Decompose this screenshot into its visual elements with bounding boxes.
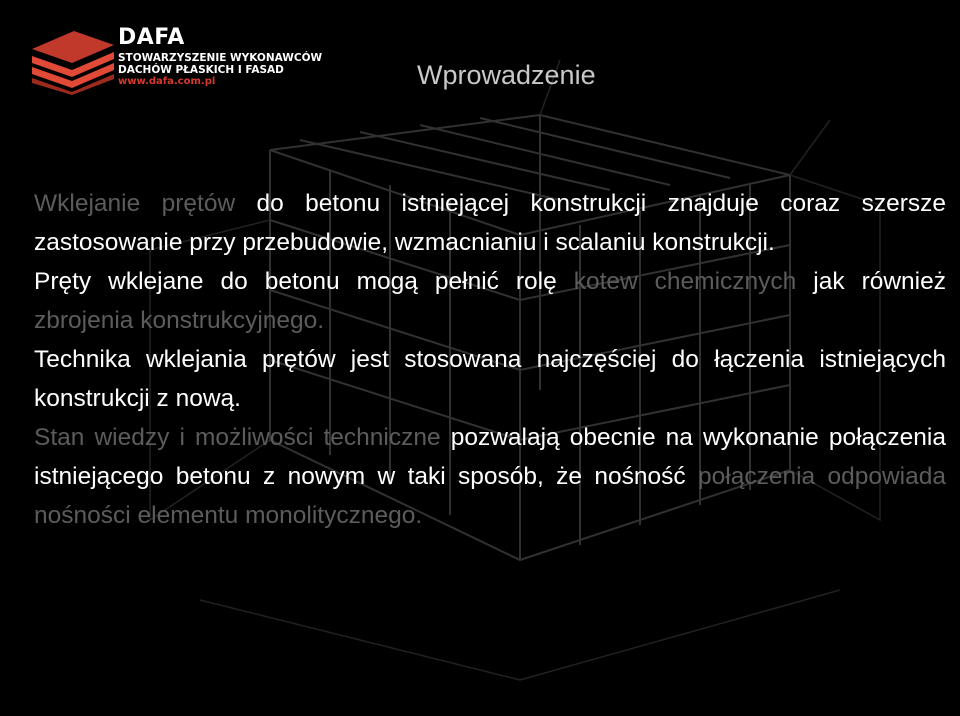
highlight-text: Stan wiedzy i możliwości techniczne [34, 424, 441, 451]
paragraph-text: Technika wklejania prętów jest stosowana najczęściej do łączenia istniejących konstrukcji z nową. [34, 346, 946, 412]
paragraph-4 [34, 418, 946, 535]
logo-url: www.dafa.com.pl [118, 76, 216, 87]
highlight-text: Wklejanie prętów [34, 190, 236, 217]
logo-tagline-line1: STOWARZYSZENIE WYKONAWCÓW [118, 52, 323, 64]
slide-body [34, 184, 946, 535]
paragraph-text: jak również [796, 268, 946, 295]
highlight-text: połączenia odpowiada nośności elementu monolitycznego. [34, 463, 946, 529]
paragraph-text: pozwalają obecnie na wykonanie połączenia istniejącego betonu z nowym w taki sposób, że nośność [34, 424, 946, 490]
dafa-logo [30, 25, 323, 100]
logo-tagline-line2: DACHÓW PŁASKICH I FASAD [118, 64, 284, 76]
dafa-logo-mark-icon [30, 29, 114, 95]
paragraph-1 [34, 184, 946, 262]
paragraph-text: do betonu istniejącej konstrukcji znajduje coraz szersze zastosowanie przy przebudowie, wzmacnianiu i scalaniu konstrukcji. [34, 190, 946, 256]
slide-title: Wprowadzenie [417, 60, 596, 90]
logo-name: DAFA [118, 25, 185, 50]
paragraph-2 [34, 262, 946, 340]
highlight-text: kotew chemicznych [573, 268, 797, 295]
highlight-text: zbrojenia konstrukcyjnego. [34, 307, 325, 334]
paragraph-3 [34, 340, 946, 418]
paragraph-text: Pręty wklejane do betonu mogą pełnić rolę [34, 268, 574, 295]
